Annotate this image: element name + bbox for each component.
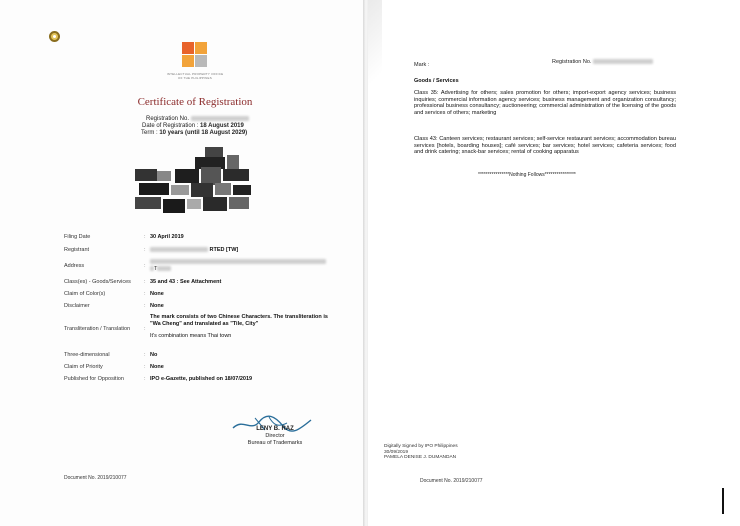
- field-label: Claim of Color(s): [64, 291, 106, 297]
- classes-value: 35 and 43 : See Attachment: [150, 279, 222, 285]
- field-value: [150, 314, 328, 340]
- field-value: [150, 259, 328, 273]
- translation-meaning-value: It's combination means Thai town: [150, 333, 232, 339]
- field-label: Published for Opposition: [64, 376, 124, 382]
- field-value: [150, 247, 328, 254]
- field-label: Class(es) - Goods/Services: [64, 279, 131, 285]
- signatory-title: Director: [265, 433, 285, 439]
- address-value: T: [154, 266, 158, 272]
- field-label: Three-dimensional: [64, 352, 110, 358]
- registration-date-line: [142, 123, 244, 129]
- signatory-block: [230, 426, 320, 447]
- pixelated-mark-image: [135, 147, 255, 217]
- registration-date-label: Date of Registration :: [142, 123, 199, 129]
- registration-number-label: Registration No.: [146, 116, 190, 123]
- digital-signature-name: PAMELA DENISE J. DUMANDAN: [384, 455, 457, 460]
- registration-number-label: Registration No.: [552, 59, 592, 65]
- pin-icon: [49, 31, 60, 42]
- term-line: [141, 130, 247, 136]
- class-35-text: Class 35: Advertising for others; sales promotion for others; import-export agency services; business inquiries; commercial information agency services; business management and organization consultancy; professional business consultancy; auctioneering; commercial administration of the licensing of the goods and services of others; marketing: [414, 90, 676, 116]
- field-value: [150, 291, 328, 298]
- claim-of-priority-value: None: [150, 364, 164, 370]
- registrant-value: RTED [TW]: [209, 247, 239, 253]
- digital-signature-line: Digitally Signed by IPO Philippines: [384, 444, 458, 449]
- digital-signature-block: [384, 444, 458, 461]
- ipo-caption: INTELLECTUAL PROPERTY OFFICE OF THE PHILIPPINES: [166, 72, 224, 80]
- field-value: [150, 364, 328, 371]
- redacted-value: [191, 116, 249, 121]
- document-number: Document No. 2019/210077: [64, 475, 127, 481]
- ipo-logo-icon: [182, 42, 208, 68]
- field-value: [150, 303, 328, 310]
- field-label: Address: [64, 263, 85, 269]
- field-label: Disclaimer: [64, 303, 90, 309]
- field-label: Registrant: [64, 247, 90, 253]
- page-curl-shadow: [368, 0, 382, 110]
- signatory-office: Bureau of Trademarks: [247, 440, 303, 446]
- redacted-value: [150, 259, 326, 264]
- certificate-title: Certificate of Registration: [137, 96, 253, 108]
- filing-date-value: 30 April 2019: [150, 234, 184, 240]
- three-dimensional-value: No: [150, 352, 158, 358]
- field-label: Filing Date: [64, 234, 91, 240]
- registration-number-line: [146, 116, 249, 122]
- published-value: IPO e-Gazette, published on 18/07/2019: [150, 376, 253, 382]
- registration-date-value: 18 August 2019: [200, 123, 244, 129]
- field-value: [150, 279, 328, 286]
- document-number: Document No. 2019/210077: [420, 478, 483, 484]
- redacted-value: [150, 247, 208, 252]
- redacted-value: [593, 59, 653, 64]
- class-43-text: Class 43: Canteen services; restaurant services; self-service restaurant services; accommodation bureau services [hotels, boarding houses]; café services; bar services; hotel services; cafeteria services; food and drink catering; snack-bar services; rental of cooking apparatus: [414, 136, 676, 156]
- field-value: [150, 234, 328, 241]
- goods-services-heading: Goods / Services: [414, 78, 459, 84]
- claim-of-color-value: None: [150, 291, 164, 297]
- disclaimer-value: None: [150, 303, 164, 309]
- digital-signature-date: 30/09/2019: [384, 449, 409, 455]
- term-label: Term :: [141, 130, 158, 136]
- mark-label: Mark :: [414, 62, 430, 68]
- redacted-value: [150, 266, 154, 271]
- registration-number-line: [552, 59, 653, 65]
- term-value: 10 years (until 18 August 2029): [159, 130, 248, 136]
- transliteration-value: The mark consists of two Chinese Characters. The transliteration is "Wa Cheng" and translated as "Tile, City": [150, 314, 328, 327]
- signatory-name: LENY B. RAZ: [256, 426, 294, 432]
- edge-mark: [722, 488, 724, 514]
- redacted-value: [157, 266, 171, 271]
- nothing-follows: ****************Nothing Follows****************: [478, 172, 576, 178]
- field-value: [150, 352, 328, 359]
- field-value: [150, 376, 328, 383]
- field-label: Transliteration / Translation: [64, 326, 131, 332]
- field-label: Claim of Priority: [64, 364, 103, 370]
